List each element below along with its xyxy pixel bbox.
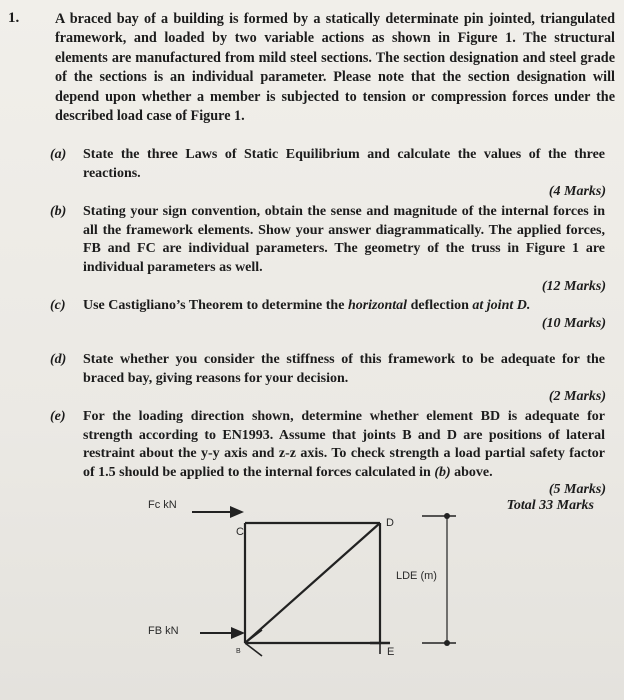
part-b-text: Stating your sign convention, obtain the sense and magnitude of the internal forces in all the framework elements. Show your answer diagrammatically. The applied forces, FB and FC are individual parameters. The geometry of the truss in Figure 1 are individual parameters as well. [83, 204, 605, 275]
question-intro: A braced bay of a building is formed by a statically determinate pin jointed, triangulated framework, and loaded by two variable actions as shown in Figure 1. The structural elements are manufactured from mild steel sections. The section designation and steel grade of the sections is an individual parameter. Please note that the section designation will depend upon whether a member is subjected to tension or compression forces under the described load case of Figure 1. [55, 11, 615, 125]
force-c-label: Fc kN [148, 499, 177, 511]
part-a-text: State the three Laws of Static Equilibrium and calculate the values of the three reactions. [83, 147, 605, 181]
dim-label: LDE (m) [396, 570, 437, 582]
part-d-label: (d) [50, 352, 67, 367]
part-d-marks: (2 Marks) [548, 389, 606, 404]
node-b-label: B [236, 648, 241, 655]
node-d-label: D [386, 517, 394, 529]
support-b-upper [245, 630, 262, 643]
part-e-label: (e) [50, 409, 66, 424]
part-e-text-ref: (b) [434, 464, 451, 480]
node-e-label: E [387, 646, 395, 658]
part-e-marks: (5 Marks) [548, 482, 606, 497]
question-number: 1. [8, 10, 20, 26]
node-c-label: C [236, 526, 244, 538]
part-c-text-pre: Use Castigliano’s Theorem to determine the [83, 298, 348, 313]
force-b-arrowhead-icon [231, 627, 245, 639]
dim-bottom-dot [444, 640, 450, 646]
part-c-label: (c) [50, 298, 66, 313]
part-c-marks: (10 Marks) [541, 316, 606, 331]
part-a-label: (a) [50, 147, 67, 162]
part-b-marks: (12 Marks) [541, 279, 606, 294]
part-a-marks: (4 Marks) [548, 184, 606, 199]
force-b-label: FB kN [148, 625, 179, 637]
part-c-text-joint: at joint D. [472, 298, 531, 313]
part-c-text-mid: deflection [407, 298, 473, 313]
member-bd [245, 523, 380, 643]
part-b-label: (b) [50, 204, 67, 219]
part-d-text: State whether you consider the stiffness of this framework to be adequate for the braced bay, giving reasons for your decision. [83, 352, 605, 386]
part-e-text-pre: For the loading direction shown, determine whether element BD is adequate for strength according to EN1993. Assume that joints B and D are positions of lateral restraint about the y-y axis and z-z axis. To check strength a load partial safety factor of 1.5 should be applied to the internal forces calculated in [83, 409, 605, 480]
total-marks: Total 33 Marks [506, 498, 594, 513]
force-c-arrowhead-icon [230, 506, 244, 518]
part-c-text-horizontal: horizontal [347, 298, 408, 313]
part-e-text-post: above. [450, 464, 493, 480]
support-b-lower [245, 643, 262, 656]
